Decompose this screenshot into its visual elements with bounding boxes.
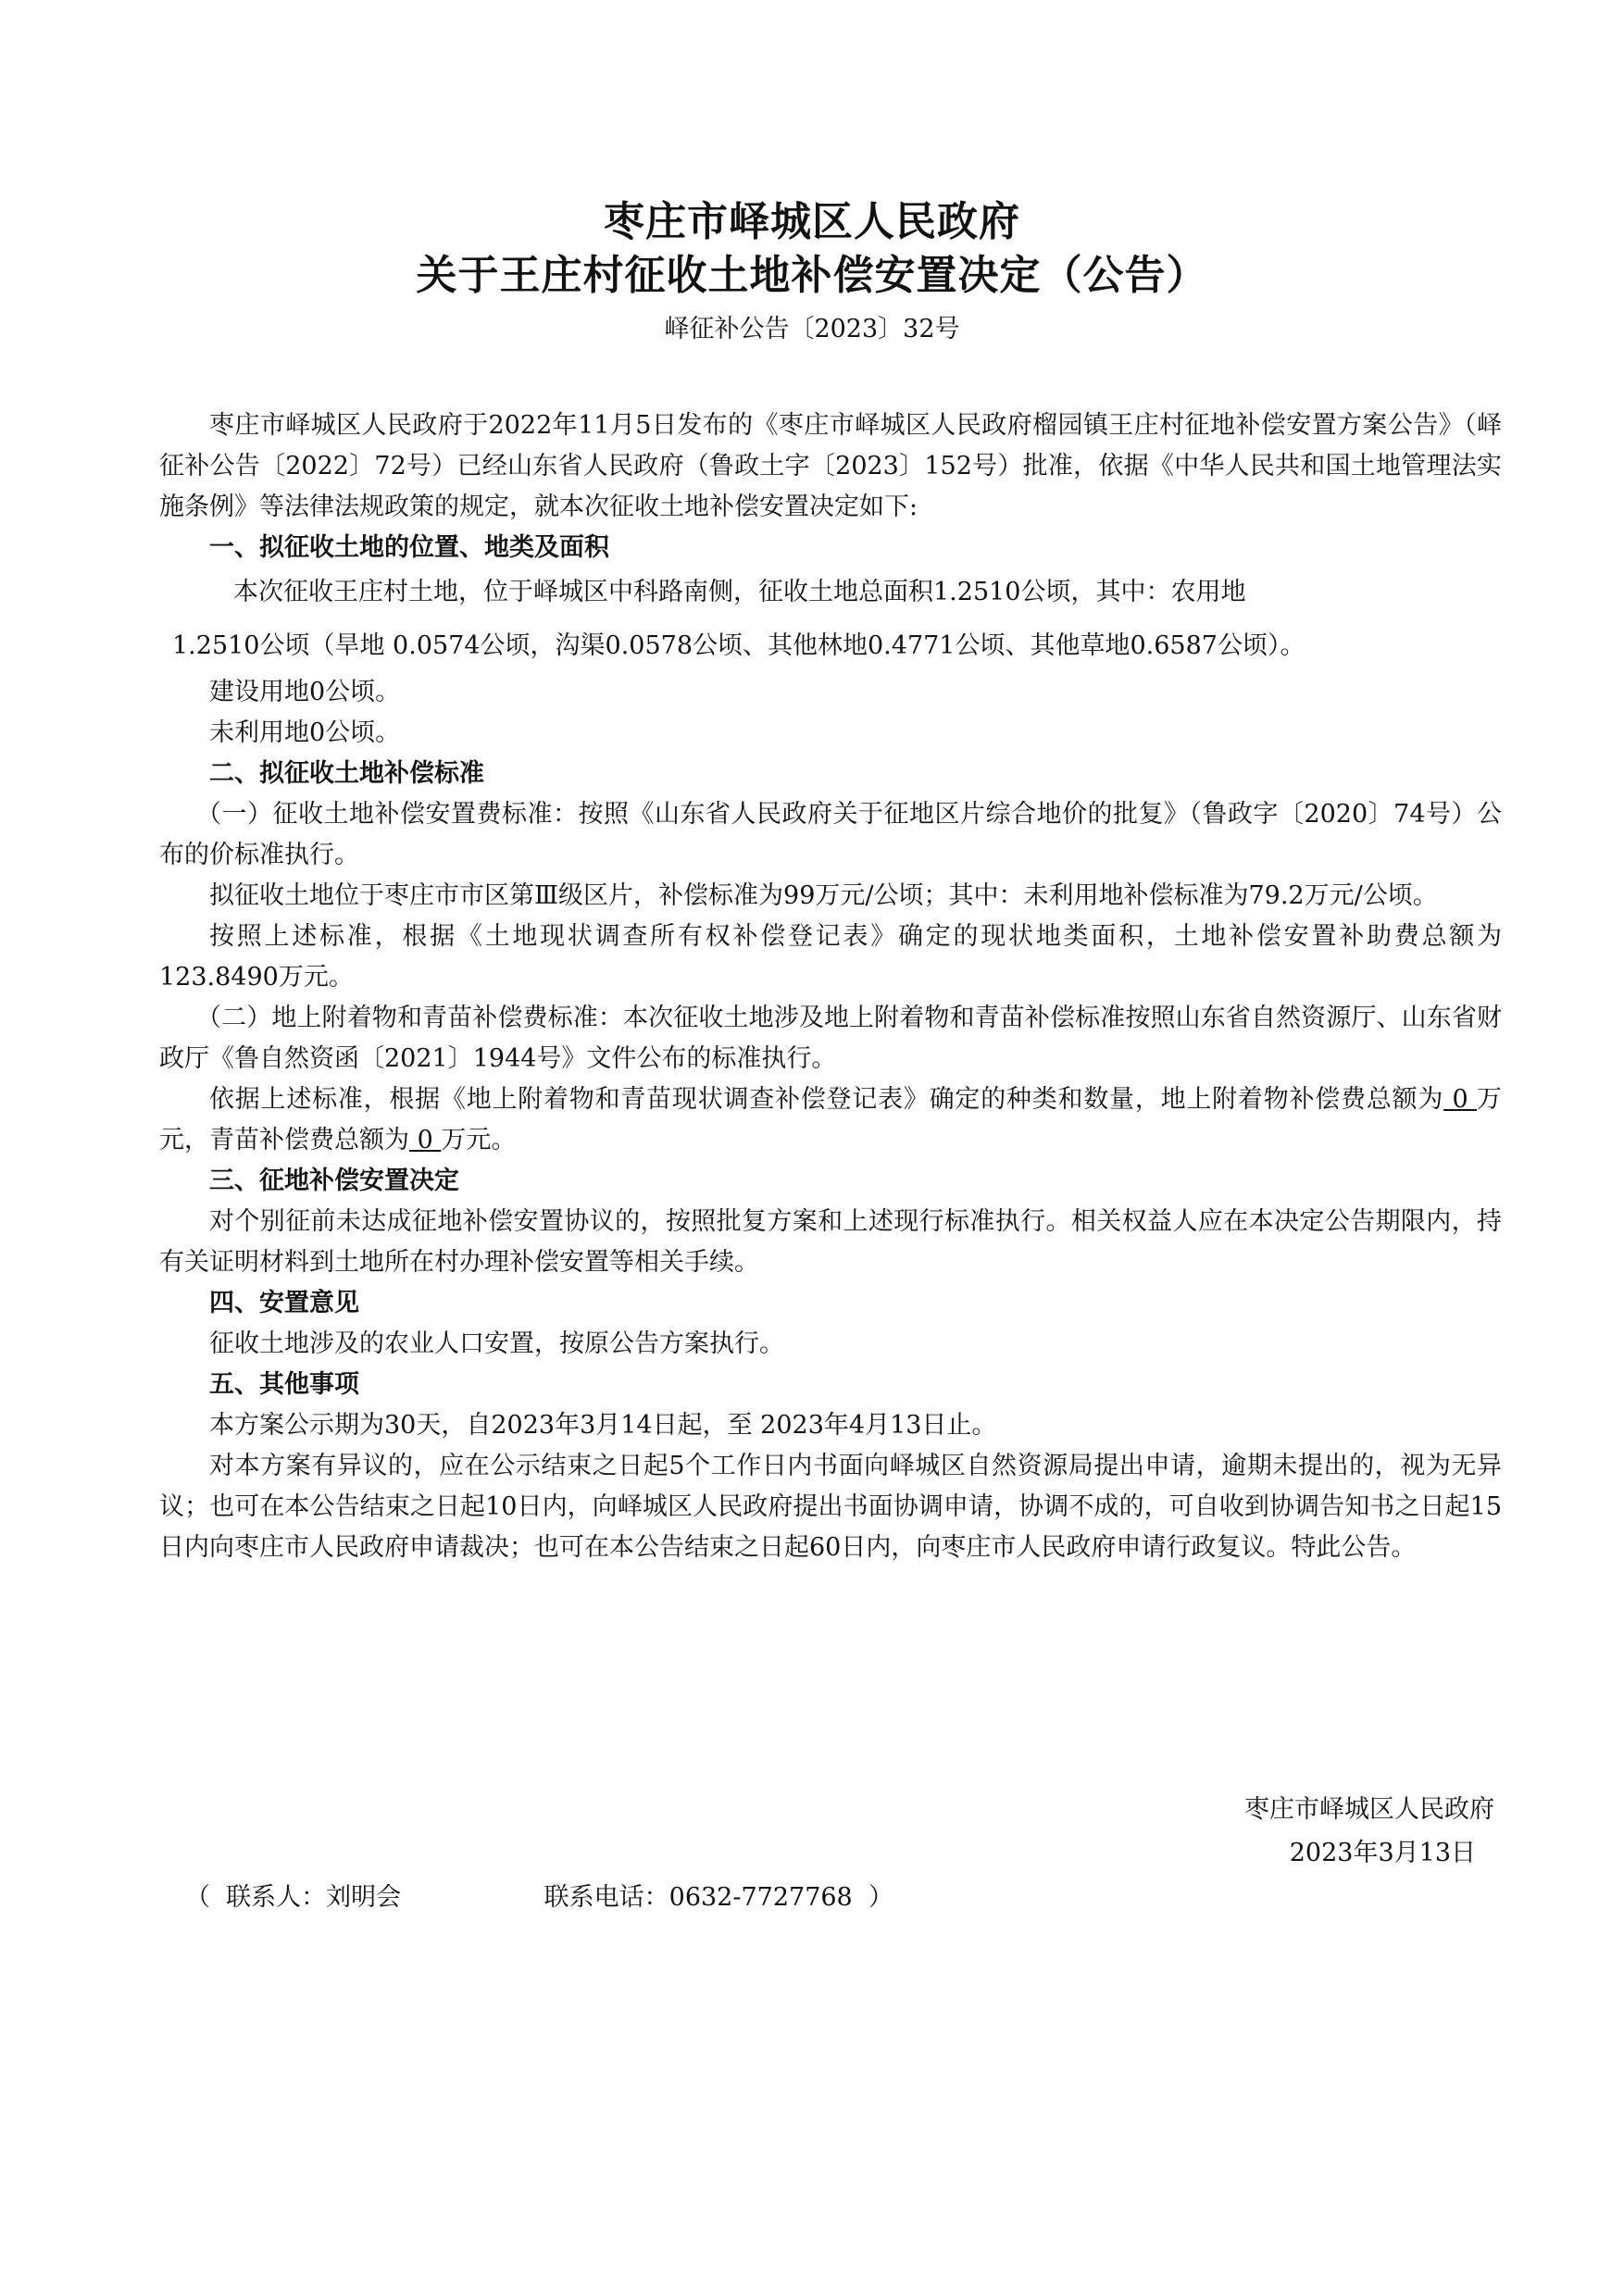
section1-paragraph: 未利用地0公顷。 (209, 718, 401, 747)
section5-paragraph: 对本方案有异议的，应在公示结束之日起5个工作日内书面向峄城区自然资源局提出申请，逾期未提出的，视为无异议；也可在本公告结束之日起10日内，向峄城区人民政府提出书面协调申请，协调不成的，可自收到协调告知书之日起15日内向枣庄市人民政府申请裁决；也可在本公告结束之日起60日内，向枣庄市人民政府申请行政复议。特此公告。 (159, 1452, 1502, 1562)
document-title-line2: 关于王庄村征收土地补偿安置决定（公告） (416, 252, 1208, 299)
section2-heading: 二、拟征收土地补偿标准 (209, 759, 484, 788)
section1-heading: 一、拟征收土地的位置、地类及面积 (209, 533, 609, 562)
section1-paragraph: 本次征收王庄村土地，位于峄城区中科路南侧，征收土地总面积1.2510公顷，其中：农用地 (233, 578, 1246, 606)
contact-line: （ 联系人：刘明会 联系电话：0632-7727768 ） (185, 1883, 893, 1912)
section4-paragraph: 征收土地涉及的农业人口安置，按原公告方案执行。 (209, 1329, 784, 1358)
section3-heading: 三、征地补偿安置决定 (209, 1167, 459, 1195)
section2-paragraph: （二）地上附着物和青苗补偿费标准：本次征收土地涉及地上附着物和青苗补偿标准按照山东省自然资源厅、山东省财政厅《鲁自然资函〔2021〕1944号》文件公布的标准执行。 (159, 1004, 1502, 1073)
underlined-value: 0 (409, 1126, 442, 1154)
section1-paragraph: 1.2510公顷（旱地 0.0574公顷，沟渠0.0578公顷、其他林地0.4771公顷、其他草地0.6587公顷）。 (172, 631, 1305, 660)
signature-date: 2023年3月13日 (1289, 1839, 1476, 1867)
section2-paragraph: 按照上述标准，根据《土地现状调查所有权补偿登记表》确定的现状地类面积，土地补偿安置补助费总额为123.8490万元。 (159, 922, 1502, 992)
section3-paragraph: 对个别征前未达成征地补偿安置协议的，按照批复方案和上述现行标准执行。相关权益人应在本决定公告期限内，持有关证明材料到土地所在村办理补偿安置等相关手续。 (159, 1207, 1502, 1277)
section2-paragraph: （一）征收土地补偿安置费标准：按照《山东省人民政府关于征地区片综合地价的批复》（鲁政字〔2020〕74号）公布的价标准执行。 (159, 800, 1502, 869)
document-body (159, 406, 1502, 1568)
section1-paragraph: 建设用地0公顷。 (209, 678, 401, 706)
text-segment: 万元，青苗补偿费总额为 (159, 1085, 1502, 1154)
section5-paragraph: 本方案公示期为30天，自2023年3月14日起，至 2023年4月13日止。 (209, 1411, 997, 1440)
section4-heading: 四、安置意见 (209, 1289, 359, 1317)
document-title-line1: 枣庄市峄城区人民政府 (604, 198, 1020, 245)
text-segment: 万元。 (441, 1126, 517, 1154)
document-number: 峄征补公告〔2023〕32号 (664, 315, 960, 343)
section5-heading: 五、其他事项 (209, 1370, 359, 1399)
intro-paragraph: 枣庄市峄城区人民政府于2022年11月5日发布的《枣庄市峄城区人民政府榴园镇王庄村征地补偿安置方案公告》（峄征补公告〔2022〕72号）已经山东省人民政府（鲁政土字〔2023〕152号）批准，依据《中华人民共和国土地管理法实施条例》等法律法规政策的规定，就本次征收土地补偿安置决定如下: (159, 411, 1502, 521)
text-segment: 依据上述标准，根据《地上附着物和青苗现状调查补偿登记表》确定的种类和数量，地上附着物补偿费总额为 (209, 1085, 1444, 1114)
section2-paragraph (159, 1079, 1502, 1161)
signature-org: 枣庄市峄城区人民政府 (1244, 1795, 1494, 1824)
underlined-value: 0 (1443, 1085, 1477, 1114)
section2-paragraph: 拟征收土地位于枣庄市市区第Ⅲ级区片，补偿标准为99万元/公顷；其中：未利用地补偿标准为79.2万元/公顷。 (209, 881, 1438, 910)
